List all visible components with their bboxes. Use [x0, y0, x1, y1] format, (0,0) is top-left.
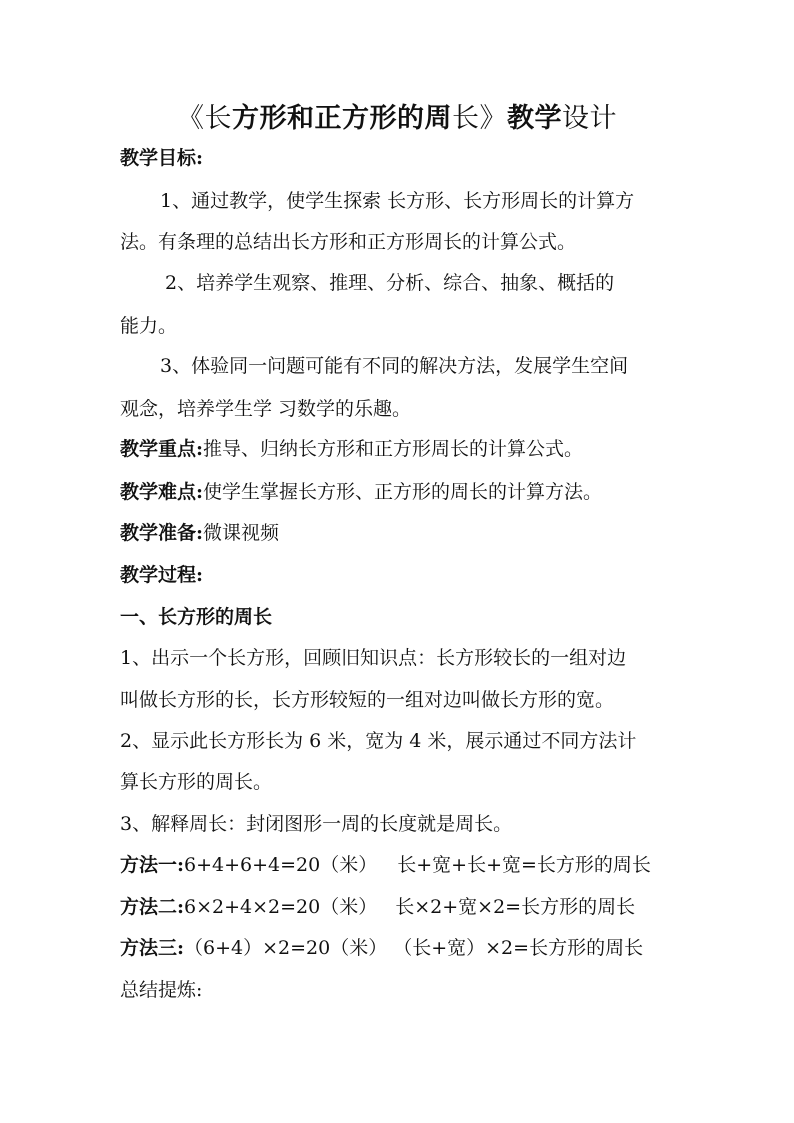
difficulty-row	[120, 480, 602, 504]
preparation-label: 教学准备:	[120, 522, 204, 544]
method-label: 方法一:	[120, 854, 185, 876]
title-part-1: 《长	[177, 103, 232, 134]
method-formula: 6+4+6+4=20（米）	[184, 854, 378, 876]
title-part-5: 设计	[562, 103, 617, 134]
summary-heading: 总结提炼:	[120, 979, 203, 1001]
step-2-line-1: 2、显示此长方形长为 6 米，宽为 4 米，展示通过不同方法计	[120, 730, 637, 752]
preparation-text: 微课视频	[203, 522, 280, 544]
goal-1-line-2: 法。有条理的总结出长方形和正方形周长的计算公式。	[120, 231, 577, 253]
method-formula: （6+4）×2=20（米）	[184, 937, 388, 959]
method-label: 方法二:	[120, 896, 185, 918]
key-point-label: 教学重点:	[120, 438, 204, 460]
title-part-4: 教学	[507, 103, 562, 134]
method-description: 长+宽+长+宽=长方形的周长	[397, 854, 651, 876]
method-formula: 6×2+4×2=20（米）	[184, 896, 378, 918]
goals-heading: 教学目标:	[120, 147, 204, 169]
method-row	[120, 853, 651, 877]
step-2-line-2: 算长方形的周长。	[120, 771, 273, 793]
step-3-line-1: 3、解释周长：封闭图形一周的长度就是周长。	[120, 813, 513, 835]
section-1-heading: 一、长方形的周长	[120, 606, 273, 628]
step-1-line-2: 叫做长方形的长，长方形较短的一组对边叫做长方形的宽。	[120, 689, 615, 711]
method-label: 方法三:	[120, 937, 185, 959]
key-point-text: 推导、归纳长方形和正方形周长的计算公式。	[203, 438, 584, 460]
difficulty-text: 使学生掌握长方形、正方形的周长的计算方法。	[203, 481, 603, 503]
page-title	[0, 96, 794, 135]
goal-2-line-1: 2、培养学生观察、推理、分析、综合、抽象、概括的	[165, 272, 615, 294]
preparation-row	[120, 521, 279, 545]
title-part-2: 方形和正方形的周	[232, 103, 452, 134]
goal-2-line-2: 能力。	[120, 315, 178, 337]
goal-3-line-1: 3、体验同一问题可能有不同的解决方法，发展学生空间	[160, 355, 629, 377]
method-row	[120, 936, 643, 960]
goal-1-line-1: 1、通过教学，使学生探索 长方形、长方形周长的计算方	[160, 190, 635, 212]
key-point-row	[120, 437, 583, 461]
method-description: （长+宽）×2=长方形的周长	[393, 937, 644, 959]
step-1-line-1: 1、出示一个长方形，回顾旧知识点：长方形较长的一组对边	[120, 647, 627, 669]
process-heading: 教学过程:	[120, 564, 204, 586]
method-description: 长×2+宽×2=长方形的周长	[395, 896, 636, 918]
title-part-3: 长》	[452, 103, 507, 134]
method-row	[120, 895, 635, 919]
difficulty-label: 教学难点:	[120, 481, 204, 503]
goal-3-line-2: 观念，培养学生学 习数学的乐趣。	[120, 398, 412, 420]
